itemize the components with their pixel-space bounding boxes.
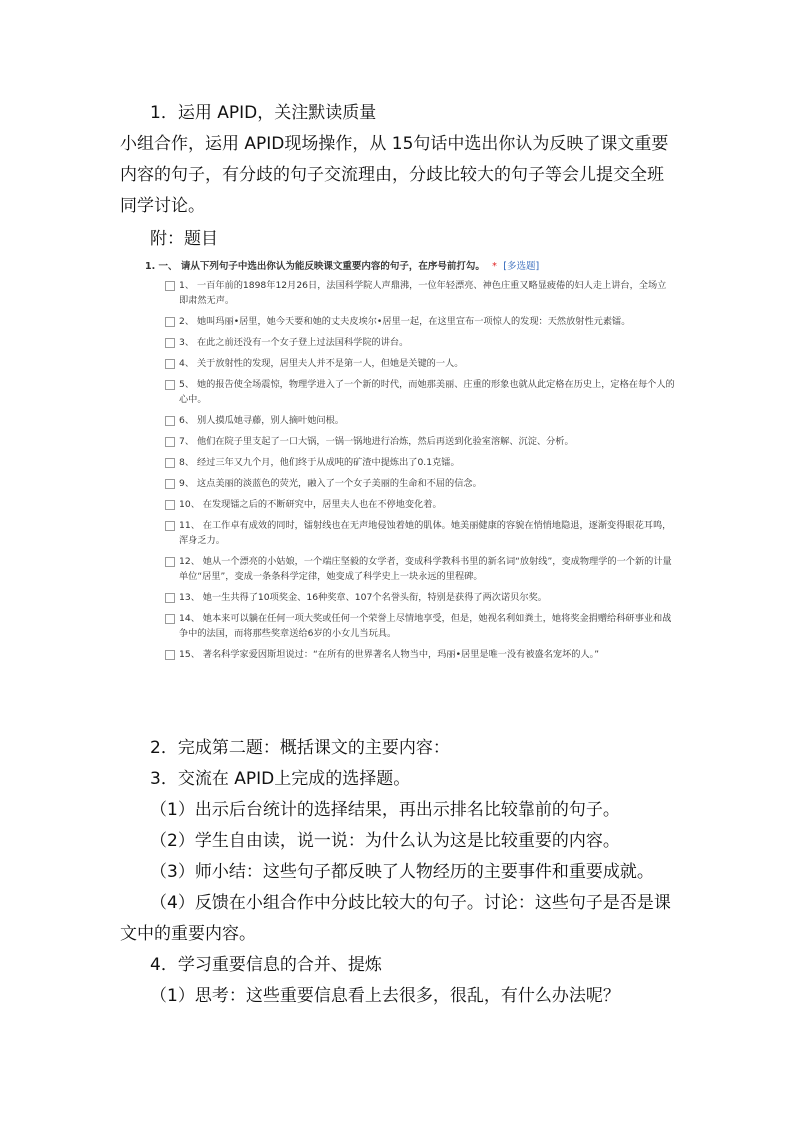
quiz-option-14[interactable] <box>145 611 675 641</box>
section-4-item-1: （1）思考：这些重要信息看上去很多，很乱，有什么办法呢？ <box>150 986 620 1006</box>
section-1-body: 小组合作，运用 APID现场操作，从 15句话中选出你认为反映了课文重要内容的句子，有分歧的句子交流理由，分歧比较大的句子等会儿提交全班同学讨论。 <box>120 134 669 216</box>
option-text: 14、 她本来可以躺在任何一项大奖或任何一个荣誉上尽情地享受，但是，她视名利如粪土，她将奖金捐赠给科研事业和战争中的法国，而将那些奖章送给6岁的小女儿当玩具。 <box>179 613 672 639</box>
quiz-option-10[interactable] <box>145 497 675 512</box>
quiz-heading-text: 一、 请从下列句子中选出你认为能反映课文重要内容的句子，在序号前打勾。 <box>158 261 485 272</box>
option-checkbox[interactable] <box>165 380 175 390</box>
option-text: 9、 这点美丽的淡蓝色的荧光，融入了一个女子美丽的生命和不屈的信念。 <box>179 478 482 489</box>
option-checkbox[interactable] <box>165 593 175 603</box>
option-checkbox[interactable] <box>165 614 175 624</box>
quiz-option-1[interactable] <box>145 278 675 308</box>
option-text: 1、 一百年前的1898年12月26日，法国科学院人声鼎沸，一位年轻漂亮、神色庄重又略显疲倦的妇人走上讲台，全场立即肃然无声。 <box>179 280 667 306</box>
option-text: 7、 他们在院子里支起了一口大锅，一锅一锅地进行冶炼，然后再送到化验室溶解、沉淀、分析。 <box>179 436 574 447</box>
multi-select-tag: [多选题] <box>503 261 540 272</box>
option-text: 13、 她一生共得了10项奖金、16种奖章、107个名誉头衔，特别是获得了两次诺贝尔奖。 <box>179 592 547 603</box>
option-checkbox[interactable] <box>165 338 175 348</box>
quiz-option-9[interactable] <box>145 476 675 491</box>
quiz-option-15[interactable] <box>145 647 675 662</box>
option-text: 5、 她的报告使全场震惊，物理学进入了一个新的时代，而她那美丽、庄重的形象也就从此定格在历史上，定格在每个人的心中。 <box>179 379 675 405</box>
section-4-title: 4．学习重要信息的合并、提炼 <box>150 955 382 975</box>
option-text: 4、 关于放射性的发现，居里夫人并不是第一人，但她是关键的一人。 <box>179 358 464 369</box>
section-3-item-3: （3）师小结：这些句子都反映了人物经历的主要事件和重要成就。 <box>150 862 654 882</box>
option-text: 15、 著名科学家爱因斯坦说过：“在所有的世界著名人物当中，玛丽•居里是唯一没有被盛名宠坏的人。” <box>179 649 600 660</box>
quiz-options-list <box>145 278 675 662</box>
quiz-option-8[interactable] <box>145 455 675 470</box>
option-checkbox[interactable] <box>165 557 175 567</box>
option-checkbox[interactable] <box>165 650 175 660</box>
quiz-option-2[interactable] <box>145 314 675 329</box>
option-text: 3、 在此之前还没有一个女子登上过法国科学院的讲台。 <box>179 337 409 348</box>
option-checkbox[interactable] <box>165 317 175 327</box>
quiz-option-12[interactable] <box>145 554 675 584</box>
quiz-option-6[interactable] <box>145 413 675 428</box>
quiz-option-13[interactable] <box>145 590 675 605</box>
option-text: 6、 别人摸瓜她寻藤，别人摘叶她问根。 <box>179 415 344 426</box>
section-3-item-1: （1）出示后台统计的选择结果，再出示排名比较靠前的句子。 <box>150 800 620 820</box>
quiz-option-5[interactable] <box>145 377 675 407</box>
option-checkbox[interactable] <box>165 521 175 531</box>
option-checkbox[interactable] <box>165 458 175 468</box>
option-text: 8、 经过三年又九个月，他们终于从成吨的矿渣中提炼出了0.1克镭。 <box>179 457 460 468</box>
option-checkbox[interactable] <box>165 281 175 291</box>
quiz-heading <box>145 256 675 278</box>
section-2-title: 2．完成第二题：概括课文的主要内容： <box>150 738 450 758</box>
quiz-option-3[interactable] <box>145 335 675 350</box>
section-3-item-2: （2）学生自由读，说一说：为什么认为这是比较重要的内容。 <box>150 831 620 851</box>
quiz-question-block <box>145 256 675 668</box>
option-checkbox[interactable] <box>165 500 175 510</box>
quiz-option-4[interactable] <box>145 356 675 371</box>
quiz-option-7[interactable] <box>145 434 675 449</box>
option-text: 10、 在发现镭之后的不断研究中，居里夫人也在不停地变化着。 <box>179 499 442 510</box>
quiz-number: 1. <box>145 261 156 272</box>
option-text: 12、 她从一个漂亮的小姑娘，一个端庄坚毅的女学者，变成科学教科书里的新名词“放射线”，变成物理学的一个新的计量单位“居里”，变成一条条科学定律，她变成了科学史上一块永远的里程碑。 <box>179 556 672 582</box>
option-checkbox[interactable] <box>165 359 175 369</box>
option-checkbox[interactable] <box>165 416 175 426</box>
option-text: 2、 她叫玛丽•居里，她今天要和她的丈夫皮埃尔•居里一起，在这里宣布一项惊人的发现：天然放射性元素镭。 <box>179 316 631 327</box>
section-3-title: 3．交流在 APID上完成的选择题。 <box>150 769 411 789</box>
option-text: 11、 在工作卓有成效的同时，镭射线也在无声地侵蚀着她的肌体。她美丽健康的容貌在悄悄地隐退，逐渐变得眼花耳鸣，浑身乏力。 <box>179 520 672 546</box>
quiz-option-11[interactable] <box>145 518 675 548</box>
option-checkbox[interactable] <box>165 479 175 489</box>
appendix-label: 附：题目 <box>150 229 218 249</box>
required-mark: * <box>492 261 497 272</box>
section-3-item-4: （4）反馈在小组合作中分歧比较大的句子。讨论：这些句子是否是课文中的重要内容。 <box>120 893 671 944</box>
section-1-title: 1．运用 APID，关注默读质量 <box>150 103 377 123</box>
option-checkbox[interactable] <box>165 437 175 447</box>
